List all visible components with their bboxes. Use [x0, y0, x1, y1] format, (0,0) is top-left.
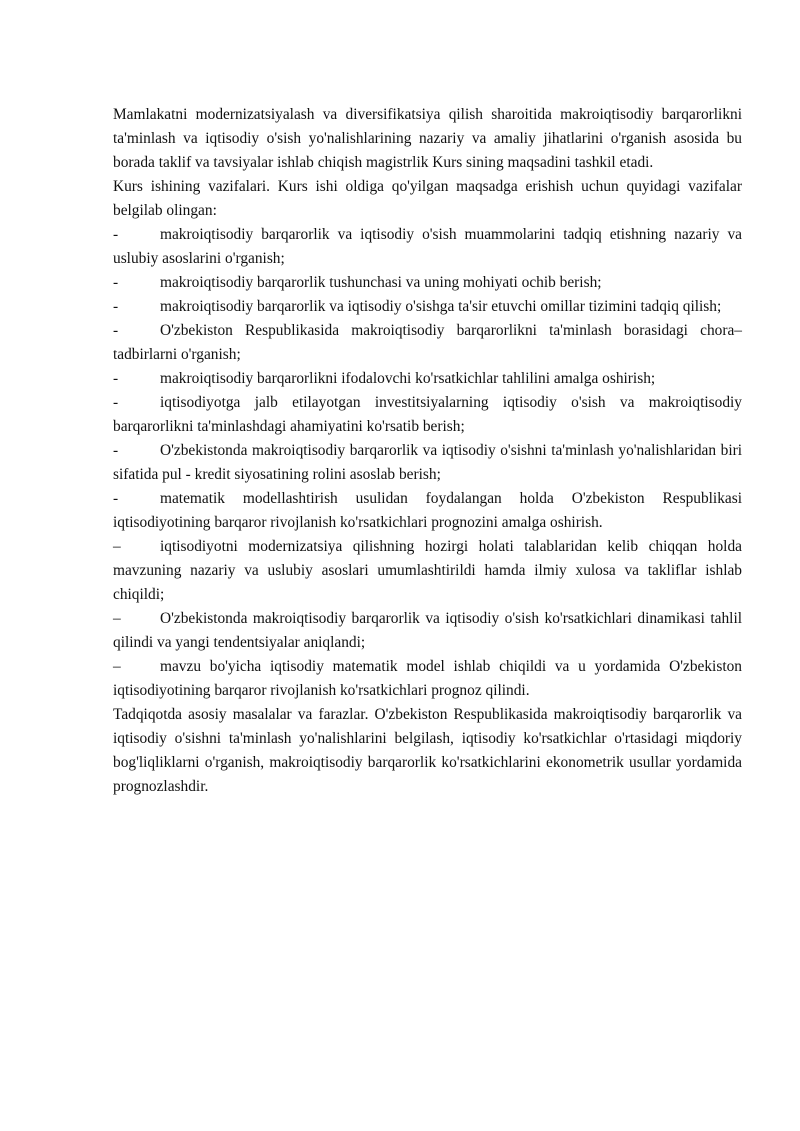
bullet-mark: -	[113, 298, 119, 315]
list-item	[113, 367, 742, 391]
bullet-mark: –	[113, 610, 121, 627]
bullet-mark: -	[113, 394, 119, 411]
list-item	[113, 223, 742, 271]
list-item-text: O'zbekistonda makroiqtisodiy barqarorlik va iqtisodiy o'sishni ta'minlash yo'nalishlaridan biri sifatida pul - kredit siyosatining rolini asoslab berish;	[113, 442, 742, 483]
document-page	[113, 103, 742, 799]
list-item-text: makroiqtisodiy barqarorlikni ifodalovchi ko'rsatkichlar tahlilini amalga oshirish;	[160, 370, 656, 387]
list-item-text: mavzu bo'yicha iqtisodiy matematik model ishlab chiqildi va u yordamida O'zbekiston iqtisodiyotining barqaror rivojlanish ko'rsatkichlari prognoz qilindi.	[113, 658, 742, 699]
bullet-mark: -	[113, 370, 119, 387]
bullet-mark: –	[113, 658, 121, 675]
bullet-mark: –	[113, 538, 121, 555]
list-item	[113, 535, 742, 607]
tasks-list	[113, 223, 742, 703]
bullet-mark: -	[113, 322, 119, 339]
bullet-mark: -	[113, 274, 119, 291]
list-item	[113, 319, 742, 367]
list-item-text: makroiqtisodiy barqarorlik tushunchasi va uning mohiyati ochib berish;	[160, 274, 602, 291]
list-item	[113, 607, 742, 655]
list-item-text: matematik modellashtirish usulidan foydalangan holda O'zbekiston Respublikasi iqtisodiyotining barqaror rivojlanish ko'rsatkichlari prognozini amalga oshirish.	[113, 490, 742, 531]
list-item-text: O'zbekistonda makroiqtisodiy barqarorlik va iqtisodiy o'sish ko'rsatkichlari dinamikasi tahlil qilindi va yangi tendentsiyalar aniqlandi;	[113, 610, 742, 651]
list-item	[113, 655, 742, 703]
tasks-intro-paragraph: Kurs ishining vazifalari. Kurs ishi oldiga qo'yilgan maqsadga erishish uchun quyidagi vazifalar belgilab olingan:	[113, 178, 742, 219]
list-item-text: O'zbekiston Respublikasida makroiqtisodiy barqarorlikni ta'minlash borasidagi chora–tadbirlarni o'rganish;	[113, 322, 742, 363]
closing-paragraph: Tadqiqotda asosiy masalalar va farazlar. O'zbekiston Respublikasida makroiqtisodiy barqarorlik va iqtisodiy o'sishni ta'minlash yo'nalishlarini belgilash, iqtisodiy ko'rsatkichlar o'rtasidagi miqdoriy bog'liqliklarni o'rganish, makroiqtisodiy barqarorlik ko'rsatkichlarini ekonometrik usullar yordamida prognozlashdir.	[113, 706, 742, 795]
list-item	[113, 271, 742, 295]
bullet-mark: -	[113, 490, 119, 507]
list-item-text: makroiqtisodiy barqarorlik va iqtisodiy o'sish muammolarini tadqiq etishning nazariy va uslubiy asoslarini o'rganish;	[113, 226, 742, 267]
bullet-mark: -	[113, 442, 119, 459]
list-item-text: iqtisodiyotga jalb etilayotgan investitsiyalarning iqtisodiy o'sish va makroiqtisodiy barqarorlikni ta'minlashdagi ahamiyatini ko'rsatib berish;	[113, 394, 742, 435]
list-item	[113, 295, 742, 319]
list-item-text: makroiqtisodiy barqarorlik va iqtisodiy o'sishga ta'sir etuvchi omillar tizimini tadqiq qilish;	[160, 298, 722, 315]
list-item	[113, 487, 742, 535]
bullet-mark: -	[113, 226, 119, 243]
intro-paragraph: Mamlakatni modernizatsiyalash va diversifikatsiya qilish sharoitida makroiqtisodiy barqarorlikni ta'minlash va iqtisodiy o'sish yo'nalishlarining nazariy va amaliy jihatlarini o'rganish asosida bu borada taklif va tavsiyalar ishlab chiqish magistrlik Kurs sining maqsadini tashkil etadi.	[113, 106, 742, 171]
list-item	[113, 391, 742, 439]
list-item	[113, 439, 742, 487]
list-item-text: iqtisodiyotni modernizatsiya qilishning hozirgi holati talablaridan kelib chiqqan holda mavzuning nazariy va uslubiy asoslari umumlashtirildi hamda ilmiy xulosa va takliflar ishlab chiqildi;	[113, 538, 742, 603]
